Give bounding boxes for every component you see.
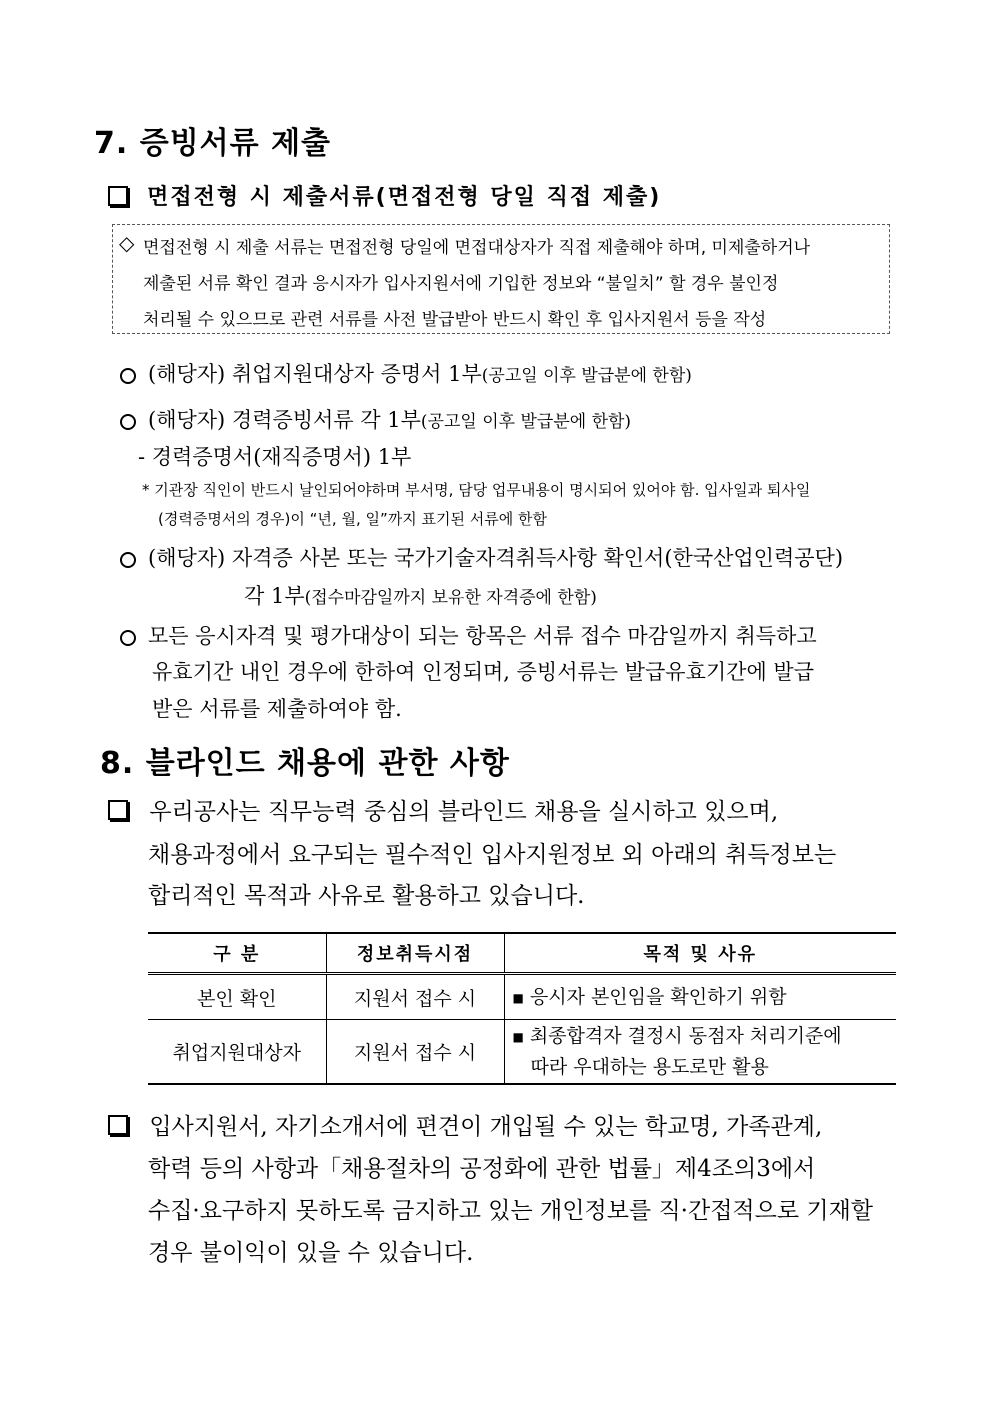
item-text-line: 유효기간 내인 경우에 한하여 인정되며, 증빙서류는 발급유효기간에 발급 [152,660,814,684]
item-text: (해당자) 경력증빙서류 각 1부 [148,408,421,432]
circle-bullet-icon [120,414,136,430]
list-item [120,620,817,650]
paragraph-line: 경우 불이익이 있을 수 있습니다. [148,1240,474,1266]
header-category: 구 분 [148,933,326,974]
list-item [120,358,692,388]
header-purpose: 목적 및 사유 [504,933,896,974]
paragraph-line: 입사지원서, 자기소개서에 편견이 개입될 수 있는 학교명, 가족관계, [149,1114,823,1140]
cell-timing: 지원서 접수 시 [326,1020,504,1085]
item-text-line: 받은 서류를 제출하여야 함. [152,697,402,721]
item-text: (해당자) 자격증 사본 또는 국가기술자격취득사항 확인서(한국산업인력공단) [148,546,844,570]
item-text: 각 1부 [244,584,305,608]
checkbox-square-icon [108,186,128,206]
square-bullet-icon: ■ [512,1030,524,1044]
circle-bullet-icon [120,368,136,384]
circle-bullet-icon [120,552,136,568]
circle-bullet-icon [120,630,136,646]
section-7-title: 7. 증빙서류 제출 [94,126,332,161]
paragraph-line: 합리적인 목적과 사유로 활용하고 있습니다. [148,883,585,909]
item-text: 모든 응시자격 및 평가대상이 되는 항목은 서류 접수 마감일까지 취득하고 [148,624,817,648]
paragraph [108,1108,822,1141]
section-8-title: 8. 블라인드 채용에 관한 사항 [100,746,510,781]
subheading-text: 면접전형 시 제출서류(면접전형 당일 직접 제출) [147,185,662,210]
list-item-continued [244,580,597,610]
paragraph-line: 우리공사는 직무능력 중심의 블라인드 채용을 실시하고 있으며, [149,799,779,825]
notice-line: 면접전형 시 제출 서류는 면접전형 당일에 면접대상자가 직접 제출해야 하며, 미제출하거나 [143,238,811,258]
cell-purpose: ■ 응시자 본인임을 확인하기 위함 [504,974,896,1020]
diamond-icon: ◇ [119,231,135,255]
item-note: (공고일 이후 발급분에 한함) [481,366,692,386]
notice-line: 제출된 서류 확인 결과 응시자가 입사지원서에 기입한 정보와 “불일치” 할 경우 불인정 [143,274,779,294]
item-note: (접수마감일까지 보유한 자격증에 한함) [304,588,597,608]
cell-category: 본인 확인 [148,974,326,1020]
table-row [148,974,896,1020]
info-table [148,932,896,1085]
paragraph-line: 학력 등의 사항과「채용절차의 공정화에 관한 법률」제4조의3에서 [148,1156,816,1182]
sub-item: - 경력증명서(재직증명서) 1부 [138,445,412,469]
footnote-line: * 기관장 직인이 반드시 날인되어야하며 부서명, 담당 업무내용이 명시되어 있어야 함. 입사일과 퇴사일 [142,481,811,499]
cell-purpose: ■ 최종합격자 결정시 동점자 처리기준에 따라 우대하는 용도로만 활용 [504,1020,896,1085]
paragraph-line: 수집·요구하지 못하도록 금지하고 있는 개인정보를 직·간접적으로 기재할 [148,1198,874,1224]
cell-timing: 지원서 접수 시 [326,974,504,1020]
notice-box [112,224,890,334]
square-bullet-icon: ■ [512,990,524,1005]
header-timing: 정보취득시점 [326,933,504,974]
checkbox-square-icon [108,800,128,820]
list-item [120,404,631,434]
paragraph-line: 채용과정에서 요구되는 필수적인 입사지원정보 외 아래의 취득정보는 [148,842,837,868]
item-text: (해당자) 취업지원대상자 증명서 1부 [148,362,482,386]
cell-category: 취업지원대상자 [148,1020,326,1085]
table-row [148,1020,896,1085]
notice-line: 처리될 수 있으므로 관련 서류를 사전 발급받아 반드시 확인 후 입사지원서 등을 작성 [143,310,767,330]
item-note: (공고일 이후 발급분에 한함) [420,412,632,432]
table-header-row [148,933,896,974]
paragraph [108,793,778,826]
list-item [120,542,843,572]
section-7-subheading [108,180,661,211]
footnote-line: (경력증명서의 경우)이 “년, 월, 일”까지 표기된 서류에 한함 [158,510,547,528]
checkbox-square-icon [108,1115,128,1135]
